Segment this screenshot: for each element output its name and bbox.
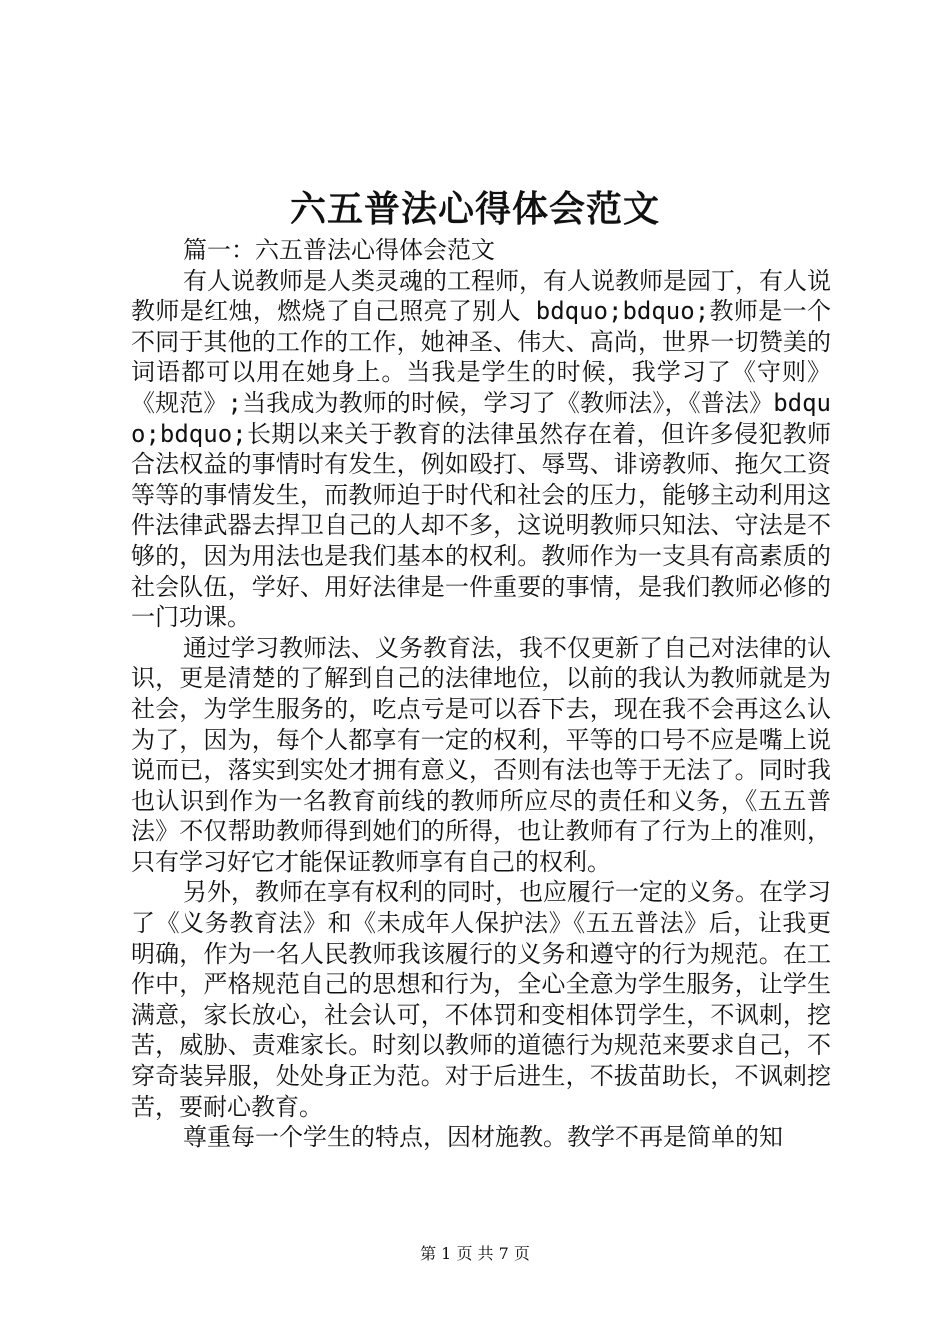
page-number-footer: 第 1 页 共 7 页 bbox=[420, 1244, 530, 1263]
section-heading: 篇一：六五普法心得体会范文 bbox=[183, 236, 495, 264]
paragraph-4: 尊重每一个学生的特点，因材施教。教学不再是简单的知 bbox=[183, 1123, 783, 1152]
paragraph-2: 通过学习教师法、义务教育法，我不仅更新了自己对法律的认识，更是清楚的了解到自己的法律地位，以前的我认为教师就是为社会，为学生服务的，吃点亏是可以吞下去，现在我不会再这么认为了，因为，每个人都享有一定的权利，平等的口号不应是嘴上说说而已，落实到实处才拥有意义，否则有法也等于无法了。同时我也认识到作为一名教育前线的教师所应尽的责任和义务，《五五普法》不仅帮助教师得到她们的所得，也让教师有了行为上的准则，只有学习好它才能保证教师享有自己的权利。 bbox=[131, 633, 831, 876]
paragraph-1: 有人说教师是人类灵魂的工程师，有人说教师是园丁，有人说教师是红烛，燃烧了自己照亮了别人 bdquo;bdquo;教师是一个不同于其他的工作的工作，她神圣、伟大、高尚，世界一切赞美的词语都可以用在她身上。当我是学生的时候，我学习了《守则》《规范》;当我成为教师的时候，学习了《教师法》，《普法》bdquo;bdquo;长期以来关于教育的法律虽然存在着，但许多侵犯教师合法权益的事情时有发生，例如殴打、辱骂、诽谤教师、拖欠工资等等的事情发生，而教师迫于时代和社会的压力，能够主动利用这件法律武器去捍卫自己的人却不多，这说明教师只知法、守法是不够的，因为用法也是我们基本的权利。教师作为一支具有高素质的社会队伍，学好、用好法律是一件重要的事情，是我们教师必修的一门功课。 bbox=[131, 266, 831, 632]
document-title: 六五普法心得体会范文 bbox=[289, 188, 660, 230]
paragraph-3: 另外，教师在享有权利的同时，也应履行一定的义务。在学习了《义务教育法》和《未成年人保护法》《五五普法》后，让我更明确，作为一名人民教师我该履行的义务和遵守的行为规范。在工作中，严格规范自己的思想和行为，全心全意为学生服务，让学生满意，家长放心，社会认可，不体罚和变相体罚学生，不讽刺，挖苦，威胁、责难家长。时刻以教师的道德行为规范来要求自己，不穿奇装异服，处处身正为范。对于后进生，不拔苗助长，不讽刺挖苦，要耐心教育。 bbox=[131, 878, 831, 1121]
document-body bbox=[131, 235, 831, 1153]
